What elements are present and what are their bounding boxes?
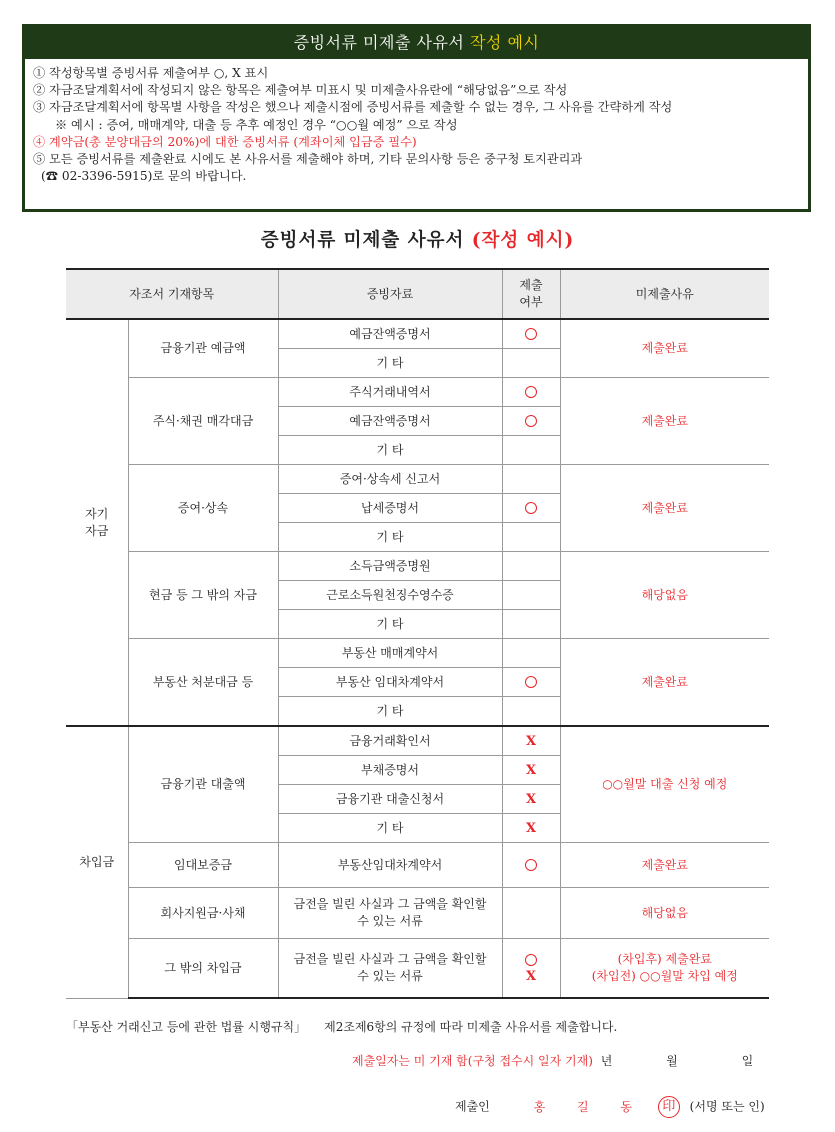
seal-stamp-icon: 印	[658, 1096, 680, 1118]
submit-mark	[502, 494, 560, 523]
reason-cell: 제출완료	[560, 465, 769, 552]
reason-cell: 해당없음	[560, 552, 769, 639]
circle-mark-icon	[525, 415, 537, 427]
doc-text: 금전을 빌린 사실과 그 금액을 확인할	[293, 952, 487, 966]
doc-cell: 부동산임대차계약서	[278, 843, 502, 888]
table-row	[66, 888, 769, 939]
doc-cell: 근로소득원천징수영수증	[278, 581, 502, 610]
doc-cell: 부동산 임대차계약서	[278, 668, 502, 697]
table-row	[66, 939, 769, 999]
reason-cell: 제출완료	[560, 378, 769, 465]
row-label: 그 밖의 차입금	[128, 939, 278, 999]
submit-mark	[502, 349, 560, 378]
table-row	[66, 319, 769, 349]
table-row	[66, 465, 769, 494]
doc-text: 금전을 빌린 사실과 그 금액을 확인할	[293, 897, 487, 911]
header-doc: 증빙자료	[278, 269, 502, 319]
table-row	[66, 843, 769, 888]
evidence-table	[66, 268, 769, 999]
submit-mark	[502, 436, 560, 465]
doc-cell	[278, 939, 502, 999]
reason-cell: 제출완료	[560, 319, 769, 378]
reason-cell: ○○월말 대출 신청 예정	[560, 726, 769, 843]
x-mark: X	[525, 969, 537, 984]
doc-cell: 부동산 매매계약서	[278, 639, 502, 668]
submitter-name: 홍 길 동	[533, 1099, 647, 1114]
guidance-line-important: ④ 계약금(총 분양대금의 20%)에 대한 증빙서류 (계좌이체 입금증 필수)	[33, 134, 417, 149]
sign-hint: (서명 또는 인)	[689, 1099, 765, 1114]
doc-text: 수 있는 서류	[357, 914, 423, 928]
submit-mark	[502, 581, 560, 610]
doc-cell: 기 타	[278, 349, 502, 378]
submit-mark	[502, 814, 560, 843]
doc-cell: 예금잔액증명서	[278, 407, 502, 436]
law-title: 「부동산 거래신고 등에 관한 법률 시행규칙」	[66, 1020, 307, 1034]
guidance-line: ① 작성항목별 증빙서류 제출여부 ○, X 표시	[33, 66, 269, 80]
guidance-example-line: ※ 예시 : 증여, 매매계약, 대출 등 추후 예정인 경우 “○○월 예정” 으로 작성	[55, 117, 458, 132]
guidance-line: ⑤ 모든 증빙서류를 제출완료 시에도 본 사유서를 제출해야 하며, 기타 문의사항 등은 중구청 토지관리과	[33, 152, 583, 167]
submitter-line	[455, 1096, 765, 1118]
guidance-title-highlight: 작성 예시	[469, 33, 540, 52]
circle-mark-icon	[525, 386, 537, 398]
row-label: 회사지원금·사채	[128, 888, 278, 939]
reason-text: (차입후) 제출완료	[617, 952, 712, 966]
submit-mark	[502, 552, 560, 581]
law-statement	[66, 1018, 617, 1035]
row-label: 주식·채권 매각대금	[128, 378, 278, 465]
table-row	[66, 726, 769, 756]
doc-cell: 주식거래내역서	[278, 378, 502, 407]
doc-cell: 기 타	[278, 814, 502, 843]
x-mark: X	[525, 791, 537, 807]
doc-cell	[278, 888, 502, 939]
circle-mark-icon	[525, 676, 537, 688]
doc-cell: 기 타	[278, 436, 502, 465]
group-own-funds	[66, 319, 128, 726]
row-label: 임대보증금	[128, 843, 278, 888]
doc-cell: 기 타	[278, 523, 502, 552]
doc-cell: 납세증명서	[278, 494, 502, 523]
doc-cell: 기 타	[278, 610, 502, 639]
row-label: 부동산 처분대금 등	[128, 639, 278, 727]
submit-mark	[502, 939, 560, 999]
form-title	[0, 226, 835, 252]
doc-cell: 소득금액증명원	[278, 552, 502, 581]
reason-cell: 제출완료	[560, 843, 769, 888]
submit-mark	[502, 378, 560, 407]
table-row	[66, 378, 769, 407]
guidance-contact-line: (☎ 02-3396-5915)로 문의 바랍니다.	[41, 169, 247, 184]
header-submit-1: 제출	[519, 278, 543, 292]
guidance-body	[25, 59, 808, 185]
form-title-example: (작성 예시)	[471, 230, 575, 251]
circle-mark-icon	[525, 328, 537, 340]
doc-cell: 금융기관 대출신청서	[278, 785, 502, 814]
row-label: 금융기관 대출액	[128, 726, 278, 843]
header-reason: 미제출사유	[560, 269, 769, 319]
form-title-text: 증빙서류 미제출 사유서	[260, 230, 472, 251]
circle-mark-icon	[525, 502, 537, 514]
submit-mark	[502, 668, 560, 697]
group-own-1: 자기	[85, 506, 109, 521]
doc-cell: 예금잔액증명서	[278, 319, 502, 349]
year-label: 년	[600, 1054, 613, 1068]
doc-cell: 기 타	[278, 697, 502, 727]
x-mark: X	[525, 733, 537, 749]
reason-cell	[560, 939, 769, 999]
date-note: 제출일자는 미 기재 함(구청 접수시 일자 기재)	[352, 1054, 593, 1068]
doc-text: 수 있는 서류	[357, 969, 423, 983]
day-label: 일	[741, 1054, 754, 1068]
submit-mark	[502, 407, 560, 436]
guidance-box	[22, 24, 811, 212]
guidance-header	[25, 27, 808, 59]
group-own-2: 자금	[85, 523, 109, 538]
reason-cell: 해당없음	[560, 888, 769, 939]
submit-mark	[502, 756, 560, 785]
circle-mark-icon	[525, 859, 537, 871]
row-label: 증여·상속	[128, 465, 278, 552]
doc-cell: 금융거래확인서	[278, 726, 502, 756]
reason-cell: 제출완료	[560, 639, 769, 727]
header-item: 자조서 기재항목	[66, 269, 278, 319]
x-mark: X	[525, 762, 537, 778]
submit-mark	[502, 465, 560, 494]
submit-mark	[502, 319, 560, 349]
table-header-row	[66, 269, 769, 319]
submit-mark	[502, 726, 560, 756]
row-label: 금융기관 예금액	[128, 319, 278, 378]
reason-text: (차입전) ○○월말 차입 예정	[591, 969, 738, 983]
guidance-line: ③ 자금조달계획서에 항목별 사항을 작성은 했으나 제출시점에 증빙서류를 제출할 수 없는 경우, 그 사유를 간략하게 작성	[33, 100, 673, 115]
header-submit-2: 여부	[519, 295, 543, 309]
month-label: 월	[666, 1054, 678, 1068]
x-mark: X	[525, 820, 537, 836]
table-row	[66, 639, 769, 668]
submit-mark	[502, 888, 560, 939]
circle-mark-icon	[525, 954, 537, 966]
law-clause: 제2조제6항의 규정에 따라 미제출 사유서를 제출합니다.	[324, 1020, 618, 1034]
submission-date	[352, 1052, 753, 1069]
header-submit	[502, 269, 560, 319]
group-borrowed: 차입금	[66, 726, 128, 998]
submitter-label: 제출인	[455, 1099, 490, 1114]
guidance-title: 증빙서류 미제출 사유서	[293, 33, 470, 52]
submit-mark	[502, 697, 560, 727]
submit-mark	[502, 639, 560, 668]
submit-mark	[502, 785, 560, 814]
table-row	[66, 552, 769, 581]
guidance-line: ② 자금조달계획서에 작성되지 않은 항목은 제출여부 미표시 및 미제출사유란에 “해당없음”으로 작성	[33, 83, 568, 98]
submit-mark	[502, 610, 560, 639]
row-label: 현금 등 그 밖의 자금	[128, 552, 278, 639]
doc-cell: 증여·상속세 신고서	[278, 465, 502, 494]
submit-mark	[502, 843, 560, 888]
doc-cell: 부채증명서	[278, 756, 502, 785]
submit-mark	[502, 523, 560, 552]
